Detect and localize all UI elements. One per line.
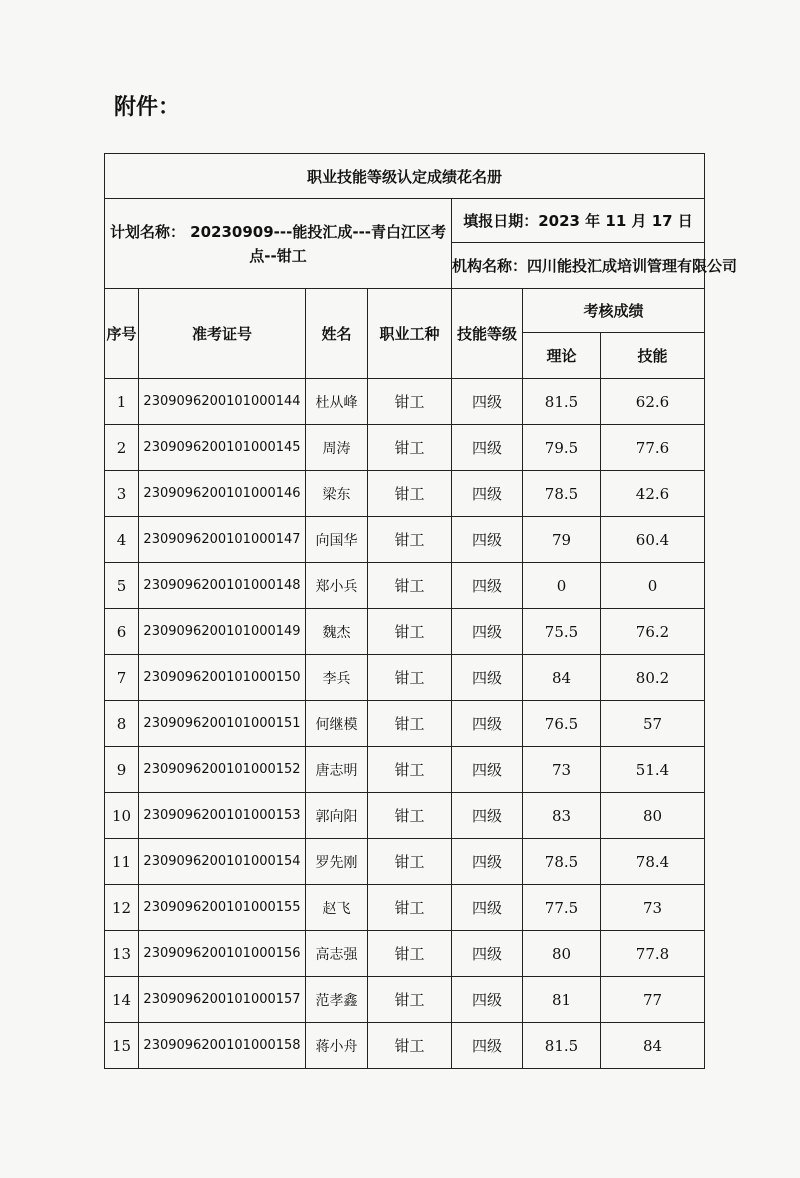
cell-no: 15 <box>105 1023 139 1069</box>
cell-level: 四级 <box>452 379 523 425</box>
cell-name: 向国华 <box>306 517 368 563</box>
cell-occupation: 钳工 <box>368 793 452 839</box>
table-row <box>105 977 705 1023</box>
cell-no: 5 <box>105 563 139 609</box>
table-row <box>105 425 705 471</box>
cell-theory: 78.5 <box>523 471 601 517</box>
cell-skill: 62.6 <box>601 379 705 425</box>
cell-no: 12 <box>105 885 139 931</box>
cell-level: 四级 <box>452 471 523 517</box>
cell-level: 四级 <box>452 609 523 655</box>
table-title: 职业技能等级认定成绩花名册 <box>105 154 705 199</box>
cell-occupation: 钳工 <box>368 425 452 471</box>
cell-name: 蒋小舟 <box>306 1023 368 1069</box>
cell-no: 13 <box>105 931 139 977</box>
cell-theory: 76.5 <box>523 701 601 747</box>
cell-skill: 78.4 <box>601 839 705 885</box>
cell-exam-id: 2309096200101000144 <box>139 379 306 425</box>
cell-occupation: 钳工 <box>368 379 452 425</box>
cell-name: 李兵 <box>306 655 368 701</box>
table-row <box>105 793 705 839</box>
cell-occupation: 钳工 <box>368 655 452 701</box>
cell-level: 四级 <box>452 839 523 885</box>
cell-skill: 60.4 <box>601 517 705 563</box>
table-row <box>105 747 705 793</box>
cell-level: 四级 <box>452 517 523 563</box>
cell-no: 7 <box>105 655 139 701</box>
attachment-label: 附件： <box>114 95 181 120</box>
table-row <box>105 931 705 977</box>
table-row <box>105 885 705 931</box>
header-score-group: 考核成绩 <box>523 289 705 333</box>
header-name: 姓名 <box>306 289 368 379</box>
cell-name: 梁东 <box>306 471 368 517</box>
cell-exam-id: 2309096200101000156 <box>139 931 306 977</box>
cell-occupation: 钳工 <box>368 471 452 517</box>
table-row <box>105 1023 705 1069</box>
cell-theory: 79.5 <box>523 425 601 471</box>
cell-exam-id: 2309096200101000155 <box>139 885 306 931</box>
cell-skill: 77.6 <box>601 425 705 471</box>
score-roster-table <box>104 153 738 1069</box>
cell-theory: 81 <box>523 977 601 1023</box>
table-row <box>105 839 705 885</box>
cell-level: 四级 <box>452 885 523 931</box>
cell-occupation: 钳工 <box>368 747 452 793</box>
cell-theory: 78.5 <box>523 839 601 885</box>
cell-theory: 83 <box>523 793 601 839</box>
header-occupation: 职业工种 <box>368 289 452 379</box>
cell-skill: 77.8 <box>601 931 705 977</box>
table-row <box>105 701 705 747</box>
table-row <box>105 655 705 701</box>
header-skill: 技能 <box>601 333 705 379</box>
cell-level: 四级 <box>452 655 523 701</box>
table-row <box>105 609 705 655</box>
cell-skill: 80.2 <box>601 655 705 701</box>
cell-occupation: 钳工 <box>368 701 452 747</box>
cell-exam-id: 2309096200101000148 <box>139 563 306 609</box>
header-exam-id: 准考证号 <box>139 289 306 379</box>
cell-theory: 73 <box>523 747 601 793</box>
cell-occupation: 钳工 <box>368 885 452 931</box>
cell-no: 8 <box>105 701 139 747</box>
cell-occupation: 钳工 <box>368 563 452 609</box>
cell-exam-id: 2309096200101000157 <box>139 977 306 1023</box>
cell-level: 四级 <box>452 563 523 609</box>
cell-exam-id: 2309096200101000145 <box>139 425 306 471</box>
cell-occupation: 钳工 <box>368 839 452 885</box>
cell-theory: 77.5 <box>523 885 601 931</box>
cell-name: 郑小兵 <box>306 563 368 609</box>
cell-occupation: 钳工 <box>368 517 452 563</box>
cell-name: 周涛 <box>306 425 368 471</box>
plan-name: 计划名称： 20230909---能投汇成---青白江区考点--钳工 <box>105 199 452 289</box>
cell-level: 四级 <box>452 747 523 793</box>
cell-name: 赵飞 <box>306 885 368 931</box>
cell-occupation: 钳工 <box>368 1023 452 1069</box>
cell-name: 罗先刚 <box>306 839 368 885</box>
cell-name: 杜从峰 <box>306 379 368 425</box>
cell-theory: 0 <box>523 563 601 609</box>
cell-theory: 80 <box>523 931 601 977</box>
cell-skill: 73 <box>601 885 705 931</box>
cell-skill: 77 <box>601 977 705 1023</box>
cell-no: 4 <box>105 517 139 563</box>
cell-exam-id: 2309096200101000158 <box>139 1023 306 1069</box>
cell-exam-id: 2309096200101000149 <box>139 609 306 655</box>
cell-theory: 79 <box>523 517 601 563</box>
cell-exam-id: 2309096200101000154 <box>139 839 306 885</box>
cell-theory: 75.5 <box>523 609 601 655</box>
header-theory: 理论 <box>523 333 601 379</box>
org-name: 机构名称：四川能投汇成培训管理有限公司 <box>452 243 705 289</box>
cell-no: 9 <box>105 747 139 793</box>
cell-skill: 42.6 <box>601 471 705 517</box>
cell-level: 四级 <box>452 701 523 747</box>
cell-name: 唐志明 <box>306 747 368 793</box>
cell-skill: 0 <box>601 563 705 609</box>
cell-name: 何继模 <box>306 701 368 747</box>
cell-level: 四级 <box>452 1023 523 1069</box>
cell-theory: 81.5 <box>523 1023 601 1069</box>
cell-no: 14 <box>105 977 139 1023</box>
cell-level: 四级 <box>452 425 523 471</box>
table-row <box>105 517 705 563</box>
cell-name: 郭向阳 <box>306 793 368 839</box>
cell-skill: 84 <box>601 1023 705 1069</box>
cell-exam-id: 2309096200101000150 <box>139 655 306 701</box>
cell-no: 1 <box>105 379 139 425</box>
cell-theory: 81.5 <box>523 379 601 425</box>
cell-exam-id: 2309096200101000152 <box>139 747 306 793</box>
cell-no: 11 <box>105 839 139 885</box>
cell-name: 高志强 <box>306 931 368 977</box>
cell-level: 四级 <box>452 977 523 1023</box>
cell-level: 四级 <box>452 793 523 839</box>
cell-occupation: 钳工 <box>368 931 452 977</box>
cell-no: 3 <box>105 471 139 517</box>
table-row <box>105 563 705 609</box>
cell-no: 2 <box>105 425 139 471</box>
fill-date: 填报日期：2023 年 11 月 17 日 <box>452 199 705 243</box>
cell-exam-id: 2309096200101000151 <box>139 701 306 747</box>
cell-no: 6 <box>105 609 139 655</box>
cell-occupation: 钳工 <box>368 609 452 655</box>
cell-skill: 80 <box>601 793 705 839</box>
cell-skill: 57 <box>601 701 705 747</box>
cell-exam-id: 2309096200101000147 <box>139 517 306 563</box>
header-level: 技能等级 <box>452 289 523 379</box>
table-row <box>105 471 705 517</box>
cell-occupation: 钳工 <box>368 977 452 1023</box>
cell-skill: 76.2 <box>601 609 705 655</box>
cell-exam-id: 2309096200101000146 <box>139 471 306 517</box>
header-no: 序号 <box>105 289 139 379</box>
cell-theory: 84 <box>523 655 601 701</box>
cell-name: 魏杰 <box>306 609 368 655</box>
cell-skill: 51.4 <box>601 747 705 793</box>
cell-exam-id: 2309096200101000153 <box>139 793 306 839</box>
table-row <box>105 379 705 425</box>
cell-no: 10 <box>105 793 139 839</box>
cell-name: 范孝鑫 <box>306 977 368 1023</box>
cell-level: 四级 <box>452 931 523 977</box>
